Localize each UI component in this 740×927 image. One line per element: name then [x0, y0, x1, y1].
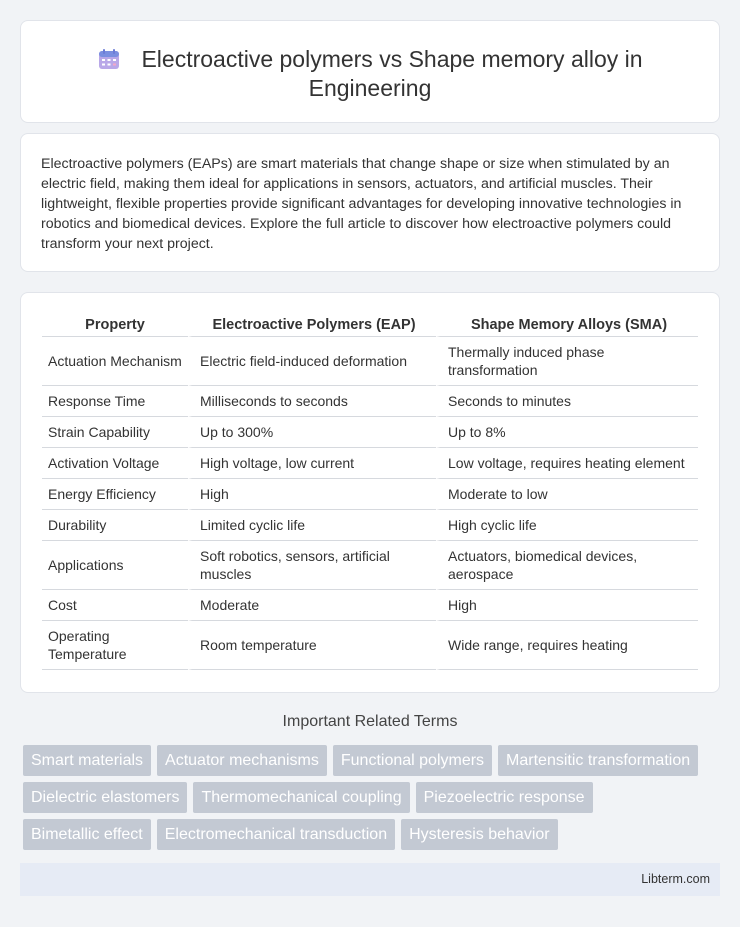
title-line-1: Electroactive polymers vs Shape memory alloy in: [141, 46, 643, 72]
table-cell: Up to 8%: [436, 417, 698, 448]
table-cell: Wide range, requires heating: [436, 621, 698, 670]
table-cell: Durability: [42, 510, 188, 541]
table-row: [42, 386, 698, 417]
table-cell: Moderate: [188, 590, 436, 621]
table-row: [42, 590, 698, 621]
header-eap: Electroactive Polymers (EAP): [188, 315, 436, 337]
page-title: [21, 45, 719, 103]
table-cell: High cyclic life: [436, 510, 698, 541]
table-cell: Thermally induced phase transformation: [436, 337, 698, 386]
table-cell: Applications: [42, 541, 188, 590]
tag-thermomechanical-coupling[interactable]: Thermomechanical coupling: [193, 782, 409, 813]
footer: [20, 863, 720, 896]
tag-electromechanical-transduction[interactable]: Electromechanical transduction: [157, 819, 395, 850]
table-cell: Electric field-induced deformation: [188, 337, 436, 386]
comparison-table: [42, 315, 698, 670]
table-row: [42, 448, 698, 479]
table-row: [42, 621, 698, 670]
table-row: [42, 510, 698, 541]
tag-hysteresis-behavior[interactable]: Hysteresis behavior: [401, 819, 558, 850]
table-header-row: [42, 315, 698, 337]
table-cell: Limited cyclic life: [188, 510, 436, 541]
table-cell: Soft robotics, sensors, artificial muscles: [188, 541, 436, 590]
table-cell: Strain Capability: [42, 417, 188, 448]
table-row: [42, 541, 698, 590]
table-cell: Up to 300%: [188, 417, 436, 448]
related-terms-title: Important Related Terms: [282, 713, 458, 730]
tag-functional-polymers[interactable]: Functional polymers: [333, 745, 492, 776]
header-property: Property: [42, 315, 188, 337]
table-cell: Actuators, biomedical devices, aerospace: [436, 541, 698, 590]
table-cell: High voltage, low current: [188, 448, 436, 479]
table-row: [42, 479, 698, 510]
table-cell: Operating Temperature: [42, 621, 188, 670]
title-card: [20, 20, 720, 123]
intro-paragraph: Electroactive polymers (EAPs) are smart materials that change shape or size when stimulated by an electric field, making them ideal for applications in sensors, actuators, and artificial muscles. Their lightweight, flexible properties provide significant advantages for developing innovative technologies in robotics and biomedical devices. Explore the full article to discover how electroactive polymers could transform your next project.: [41, 156, 682, 252]
footer-site-link[interactable]: Libterm.com: [641, 872, 710, 886]
tag-actuator-mechanisms[interactable]: Actuator mechanisms: [157, 745, 327, 776]
tag-smart-materials[interactable]: Smart materials: [23, 745, 151, 776]
title-line-2: Engineering: [308, 75, 432, 101]
table-row: [42, 337, 698, 386]
intro-card: [20, 133, 720, 272]
tag-martensitic-transformation[interactable]: Martensitic transformation: [498, 745, 698, 776]
tag-piezoelectric-response[interactable]: Piezoelectric response: [416, 782, 593, 813]
table-cell: Actuation Mechanism: [42, 337, 188, 386]
table-cell: Activation Voltage: [42, 448, 188, 479]
table-cell: Milliseconds to seconds: [188, 386, 436, 417]
table-cell: Room temperature: [188, 621, 436, 670]
table-cell: Low voltage, requires heating element: [436, 448, 698, 479]
tag-row: [23, 782, 599, 813]
table-cell: Seconds to minutes: [436, 386, 698, 417]
table-cell: High: [436, 590, 698, 621]
calendar-icon: [97, 47, 121, 71]
header-sma: Shape Memory Alloys (SMA): [436, 315, 698, 337]
table-cell: Energy Efficiency: [42, 479, 188, 510]
table-cell: Response Time: [42, 386, 188, 417]
tag-bimetallic-effect[interactable]: Bimetallic effect: [23, 819, 151, 850]
table-cell: Cost: [42, 590, 188, 621]
table-cell: Moderate to low: [436, 479, 698, 510]
tag-row: [23, 745, 704, 776]
tag-dielectric-elastomers[interactable]: Dielectric elastomers: [23, 782, 187, 813]
tag-row: [23, 819, 564, 850]
table-cell: High: [188, 479, 436, 510]
comparison-card: [20, 292, 720, 693]
table-row: [42, 417, 698, 448]
